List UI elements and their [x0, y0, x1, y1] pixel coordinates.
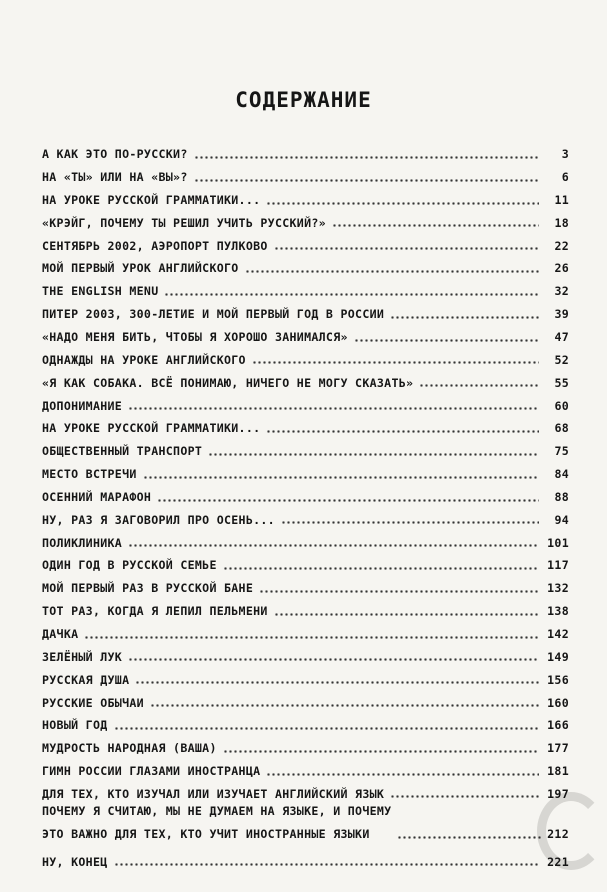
dot-leader: [164, 293, 539, 296]
toc-entry-page: 75: [554, 444, 569, 459]
toc-entry: [42, 595, 569, 618]
toc-entry-title-line: ЭТО ВАЖНО ДЛЯ ТЕХ, КТО УЧИТ ИНОСТРАННЫЕ ЯЗЫКИ: [42, 826, 370, 841]
toc-entry-title: «КРЭЙГ, ПОЧЕМУ ТЫ РЕШИЛ УЧИТЬ РУССКИЙ?»: [42, 215, 326, 230]
toc-entry-title: МОЙ ПЕРВЫЙ УРОК АНГЛИЙСКОГО: [42, 261, 239, 276]
toc-entry-page: 68: [554, 421, 569, 436]
toc-entry: [42, 504, 569, 527]
toc-entry: [42, 686, 569, 709]
toc-entry-page: 197: [547, 786, 569, 801]
toc-entry: [42, 161, 569, 184]
toc-entry-title: ОСЕННИЙ МАРАФОН: [42, 489, 152, 504]
toc-entry: [42, 298, 569, 321]
toc-entry: [42, 481, 569, 504]
dot-leader: [419, 384, 539, 387]
dot-leader: [223, 750, 539, 753]
toc-entry-page: 60: [554, 398, 569, 413]
toc-entry-page: 3: [561, 147, 569, 162]
dot-leader: [274, 613, 539, 616]
toc-entry-page: 47: [554, 330, 569, 344]
toc-entry-page: 55: [554, 375, 569, 390]
toc-entry-title: [42, 800, 391, 845]
toc-entry: [42, 184, 569, 207]
toc-entry-page: 177: [547, 741, 569, 756]
toc-entry: [42, 618, 569, 641]
toc-entry-title: НОВЫЙ ГОД: [42, 718, 108, 733]
dot-leader: [397, 836, 541, 839]
toc-entry-page: 32: [554, 284, 569, 299]
dot-leader: [194, 156, 539, 159]
toc-entry-page: 142: [547, 626, 569, 641]
toc-entry-title: ЗЕЛЁНЫЙ ЛУК: [42, 649, 123, 664]
toc-entry-title: А КАК ЭТО ПО-РУССКИ?: [42, 147, 188, 162]
toc-entry: [42, 275, 569, 298]
toc-entry-title: ДОПОНИМАНИЕ: [42, 398, 123, 413]
dot-leader: [252, 361, 539, 364]
toc-entry-title: НА УРОКЕ РУССКОЙ ГРАММАТИКИ...: [42, 421, 261, 436]
toc-entry-title: ДЛЯ ТЕХ, КТО ИЗУЧАЛ ИЛИ ИЗУЧАЕТ АНГЛИЙСКИЙ ЯЗЫК: [42, 786, 385, 801]
toc-entry: [42, 344, 569, 367]
toc-entry: [42, 800, 569, 845]
toc-entry: [42, 549, 569, 572]
dot-leader: [128, 544, 539, 547]
dot-leader: [266, 202, 539, 205]
dot-leader: [266, 773, 539, 776]
dot-leader: [354, 339, 539, 342]
toc-entry-title: THE ENGLISH MENU: [42, 284, 159, 299]
toc-entry-title: НА УРОКЕ РУССКОЙ ГРАММАТИКИ...: [42, 192, 261, 207]
toc-entry-title: МУДРОСТЬ НАРОДНАЯ (ВАША): [42, 741, 217, 756]
toc-entry-title: РУССКАЯ ДУША: [42, 672, 130, 687]
toc-entry-title: ОДИН ГОД В РУССКОЙ СЕМЬЕ: [42, 558, 217, 573]
toc-entry-page: 88: [554, 489, 569, 504]
toc-entry-title: ДАЧКА: [42, 626, 79, 641]
toc-entry-title: СЕНТЯБРЬ 2002, АЭРОПОРТ ПУЛКОВО: [42, 238, 268, 253]
toc-entry: [42, 435, 569, 458]
dot-leader: [84, 636, 539, 639]
toc-entry-page: 181: [547, 764, 569, 779]
toc-entry-page: 221: [547, 854, 569, 869]
dot-leader: [245, 270, 539, 273]
toc-entry: [42, 755, 569, 778]
toc-entry-title: «Я КАК СОБАКА. ВСЁ ПОНИМАЮ, НИЧЕГО НЕ МОГУ СКАЗАТЬ»: [42, 375, 414, 390]
toc-entry-title: НУ, КОНЕЦ: [42, 854, 108, 869]
toc-entry-page: 138: [547, 604, 569, 619]
toc-entry-page: 52: [554, 352, 569, 367]
toc-entry-page: 84: [554, 467, 569, 482]
toc-entry-page: 26: [554, 261, 569, 276]
toc-entry-page: 132: [547, 581, 569, 596]
toc-entry: [42, 321, 569, 344]
dot-leader: [390, 795, 539, 798]
toc-entry: [42, 526, 569, 549]
toc-entry-title: ОБЩЕСТВЕННЫЙ ТРАНСПОРТ: [42, 444, 203, 459]
toc-entry-title: МОЙ ПЕРВЫЙ РАЗ В РУССКОЙ БАНЕ: [42, 581, 254, 596]
toc-entry-title-line: ПОЧЕМУ Я СЧИТАЮ, МЫ НЕ ДУМАЕМ НА ЯЗЫКЕ, И ПОЧЕМУ: [42, 804, 392, 819]
toc-entry: [42, 138, 569, 161]
toc-entry: [42, 778, 569, 801]
toc-entry-title: «НАДО МЕНЯ БИТЬ, ЧТОБЫ Я ХОРОШО ЗАНИМАЛСЯ»: [42, 330, 348, 344]
toc-entry-page: 117: [547, 558, 569, 573]
toc-entry: [42, 412, 569, 435]
toc-entry: [42, 389, 569, 412]
toc-entry-page: 6: [561, 170, 569, 185]
toc-entry-title: ПИТЕР 2003, 300-ЛЕТИЕ И МОЙ ПЕРВЫЙ ГОД В РОССИИ: [42, 307, 385, 322]
dot-leader: [135, 681, 539, 684]
toc-entry-page: 166: [547, 718, 569, 733]
dot-leader: [114, 863, 539, 866]
toc-entry-page: 18: [554, 215, 569, 230]
toc-entry-page: 11: [554, 192, 569, 207]
toc-entry-page: 39: [554, 307, 569, 322]
toc-entry: [42, 207, 569, 230]
toc-entry: [42, 458, 569, 481]
toc-entry: [42, 663, 569, 686]
dot-leader: [266, 430, 539, 433]
table-of-contents: [42, 138, 569, 868]
dot-leader: [194, 179, 539, 182]
toc-entry: [42, 572, 569, 595]
dot-leader: [274, 247, 539, 250]
dot-leader: [332, 224, 539, 227]
toc-entry: [42, 845, 569, 868]
dot-leader: [223, 567, 539, 570]
dot-leader: [259, 590, 539, 593]
toc-entry: [42, 366, 569, 389]
dot-leader: [157, 499, 539, 502]
toc-entry: [42, 641, 569, 664]
toc-entry-title: ПОЛИКЛИНИКА: [42, 535, 123, 550]
dot-leader: [208, 453, 539, 456]
toc-entry: [42, 709, 569, 732]
dot-leader: [128, 658, 539, 661]
toc-entry-page: 160: [547, 695, 569, 710]
toc-entry-title: МЕСТО ВСТРЕЧИ: [42, 467, 137, 482]
toc-entry-title: ГИМН РОССИИ ГЛАЗАМИ ИНОСТРАНЦА: [42, 764, 261, 779]
dot-leader: [128, 407, 539, 410]
toc-entry-page: 212: [547, 826, 569, 841]
dot-leader: [390, 316, 539, 319]
toc-entry-title: РУССКИЕ ОБЫЧАИ: [42, 695, 144, 710]
toc-entry-page: 94: [554, 512, 569, 527]
toc-entry-title: ОДНАЖДЫ НА УРОКЕ АНГЛИЙСКОГО: [42, 352, 246, 367]
page-title: СОДЕРЖАНИЕ: [235, 88, 372, 112]
toc-entry-title: ТОТ РАЗ, КОГДА Я ЛЕПИЛ ПЕЛЬМЕНИ: [42, 604, 268, 619]
toc-entry-title: НА «ТЫ» ИЛИ НА «ВЫ»?: [42, 170, 188, 185]
toc-entry: [42, 732, 569, 755]
toc-entry: [42, 252, 569, 275]
dot-leader: [281, 521, 539, 524]
dot-leader: [114, 727, 539, 730]
toc-entry-page: 101: [547, 535, 569, 550]
toc-entry-page: 22: [554, 238, 569, 253]
toc-entry-page: 149: [547, 649, 569, 664]
toc-entry-page: 156: [547, 672, 569, 687]
dot-leader: [150, 704, 539, 707]
toc-entry-title: НУ, РАЗ Я ЗАГОВОРИЛ ПРО ОСЕНЬ...: [42, 512, 275, 527]
toc-entry: [42, 229, 569, 252]
dot-leader: [143, 476, 539, 479]
